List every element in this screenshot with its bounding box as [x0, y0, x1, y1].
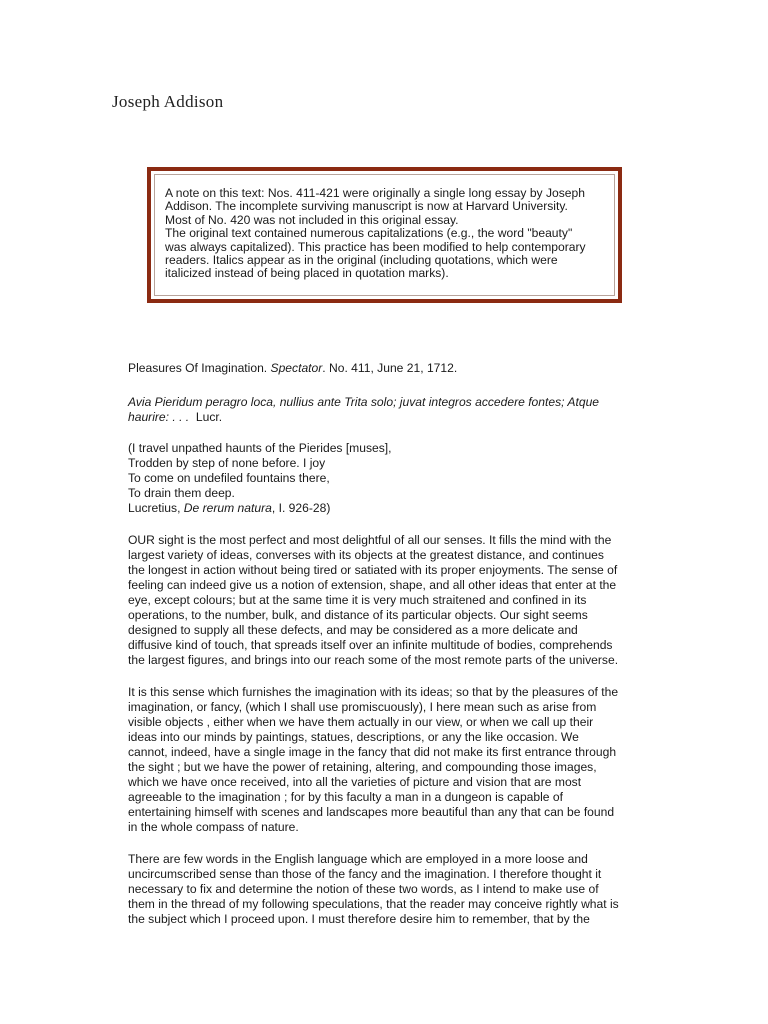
- paragraph-line: entertaining himself with scenes and landscapes more beautiful than any that can be found: [128, 805, 615, 819]
- paragraph-line: which we have once received, into all the varieties of picture and vision that are most: [128, 775, 582, 789]
- translation: [128, 441, 648, 516]
- paragraph-line: uncircumscribed sense than those of the fancy and the imagination. I therefore thought it: [128, 867, 602, 881]
- paragraph-line: OUR sight is the most perfect and most delightful of all our senses. It fills the mind with the: [128, 533, 612, 547]
- paragraph-line: them in the thread of my following speculations, that the reader may conceive rightly what is: [128, 897, 619, 911]
- paragraph-line: imagination, or fancy, (which I shall use promiscuously), I here mean such as arise from: [128, 700, 597, 714]
- translation-line: (I travel unpathed haunts of the Pierides [muses],: [128, 441, 392, 455]
- heading-text: Pleasures Of Imagination.: [128, 361, 271, 375]
- paragraph-line: feeling can indeed give us a notion of extension, shape, and all other ideas that enter at the: [128, 578, 617, 592]
- epigraph-line: [128, 395, 648, 410]
- paragraph-line: largest variety of ideas, converses with its objects at the greatest distance, and continues: [128, 548, 604, 562]
- heading-issue: . No. 411, June 21, 1712.: [322, 361, 458, 375]
- paragraph-line: diffusive kind of touch, that spreads itself over an infinite multitude of bodies, comprehends: [128, 638, 613, 652]
- heading-publication: Spectator: [270, 361, 323, 375]
- translation-line: Trodden by step of none before. I joy: [128, 456, 326, 470]
- note-line: Most of No. 420 was not included in this original essay.: [165, 212, 459, 227]
- paragraph-line: It is this sense which furnishes the imagination with its ideas; so that by the pleasures of the: [128, 685, 619, 699]
- text-note-box: [147, 167, 622, 303]
- paragraph-line: the largest figures, and brings into our reach some of the most remote parts of the universe.: [128, 653, 619, 667]
- epigraph-source: Lucr.: [189, 410, 223, 424]
- translation-line: To drain them deep.: [128, 486, 235, 500]
- epigraph-latin-end: haurire: . . .: [128, 410, 190, 424]
- note-line: was always capitalized). This practice has been modified to help contemporary: [165, 239, 586, 254]
- epigraph: [128, 395, 648, 425]
- essay-body: [128, 361, 648, 927]
- note-line: Addison. The incomplete surviving manuscript is now at Harvard University.: [165, 199, 568, 214]
- note-line: readers. Italics appear as in the original (including quotations, which were: [165, 253, 558, 268]
- paragraph-line: cannot, indeed, have a single image in the fancy that did not make its first entrance through: [128, 745, 617, 759]
- note-line: The original text contained numerous capitalizations (e.g., the word "beauty": [165, 226, 573, 241]
- paragraph-1: [128, 533, 648, 668]
- essay-heading: [128, 361, 648, 376]
- paragraph-line: in the whole compass of nature.: [128, 820, 299, 834]
- translation-line: To come on undefiled fountains there,: [128, 471, 330, 485]
- paragraph-2: [128, 685, 648, 835]
- translation-citation: [128, 501, 648, 516]
- paragraph-line: designed to supply all these defects, and may be considered as a more delicate and: [128, 623, 578, 637]
- paragraph-line: There are few words in the English language which are employed in a more loose and: [128, 852, 588, 866]
- note-line: A note on this text: Nos. 411-421 were originally a single long essay by Joseph: [165, 186, 585, 200]
- citation-author: Lucretius,: [128, 501, 184, 515]
- author-name: Joseph Addison: [112, 92, 224, 111]
- paragraph-line: eye, except colours; but at the same time it is very much straitened and confined in its: [128, 593, 587, 607]
- paragraph-line: the subject which I proceed upon. I must therefore desire him to remember, that by the: [128, 912, 590, 926]
- epigraph-latin: Avia Pieridum peragro loca, nullius ante Trita solo; juvat integros accedere fontes; Atque: [128, 395, 600, 409]
- paragraph-line: ideas into our minds by paintings, statues, descriptions, or any the like occasion. We: [128, 730, 579, 744]
- citation-work: De rerum natura: [183, 501, 272, 515]
- text-note-inner: [154, 174, 615, 296]
- paragraph-line: the sight ; but we have the power of retaining, altering, and compounding those images,: [128, 760, 597, 774]
- paragraph-3: [128, 852, 648, 927]
- citation-lines: , I. 926-28): [271, 501, 331, 515]
- paragraph-line: the longest in action without being tired or satiated with its proper enjoyments. The sense of: [128, 563, 618, 577]
- paragraph-line: necessary to fix and determine the notion of these two words, as I intend to make use of: [128, 882, 599, 896]
- paragraph-line: operations, to the number, bulk, and distance of its particular objects. Our sight seems: [128, 608, 588, 622]
- paragraph-line: agreeable to the imagination ; for by this faculty a man in a dungeon is capable of: [128, 790, 563, 804]
- note-line: italicized instead of being placed in quotation marks).: [165, 266, 449, 281]
- epigraph-line: [128, 410, 648, 425]
- paragraph-line: visible objects , either when we have them actually in our view, or when we call up their: [128, 715, 594, 729]
